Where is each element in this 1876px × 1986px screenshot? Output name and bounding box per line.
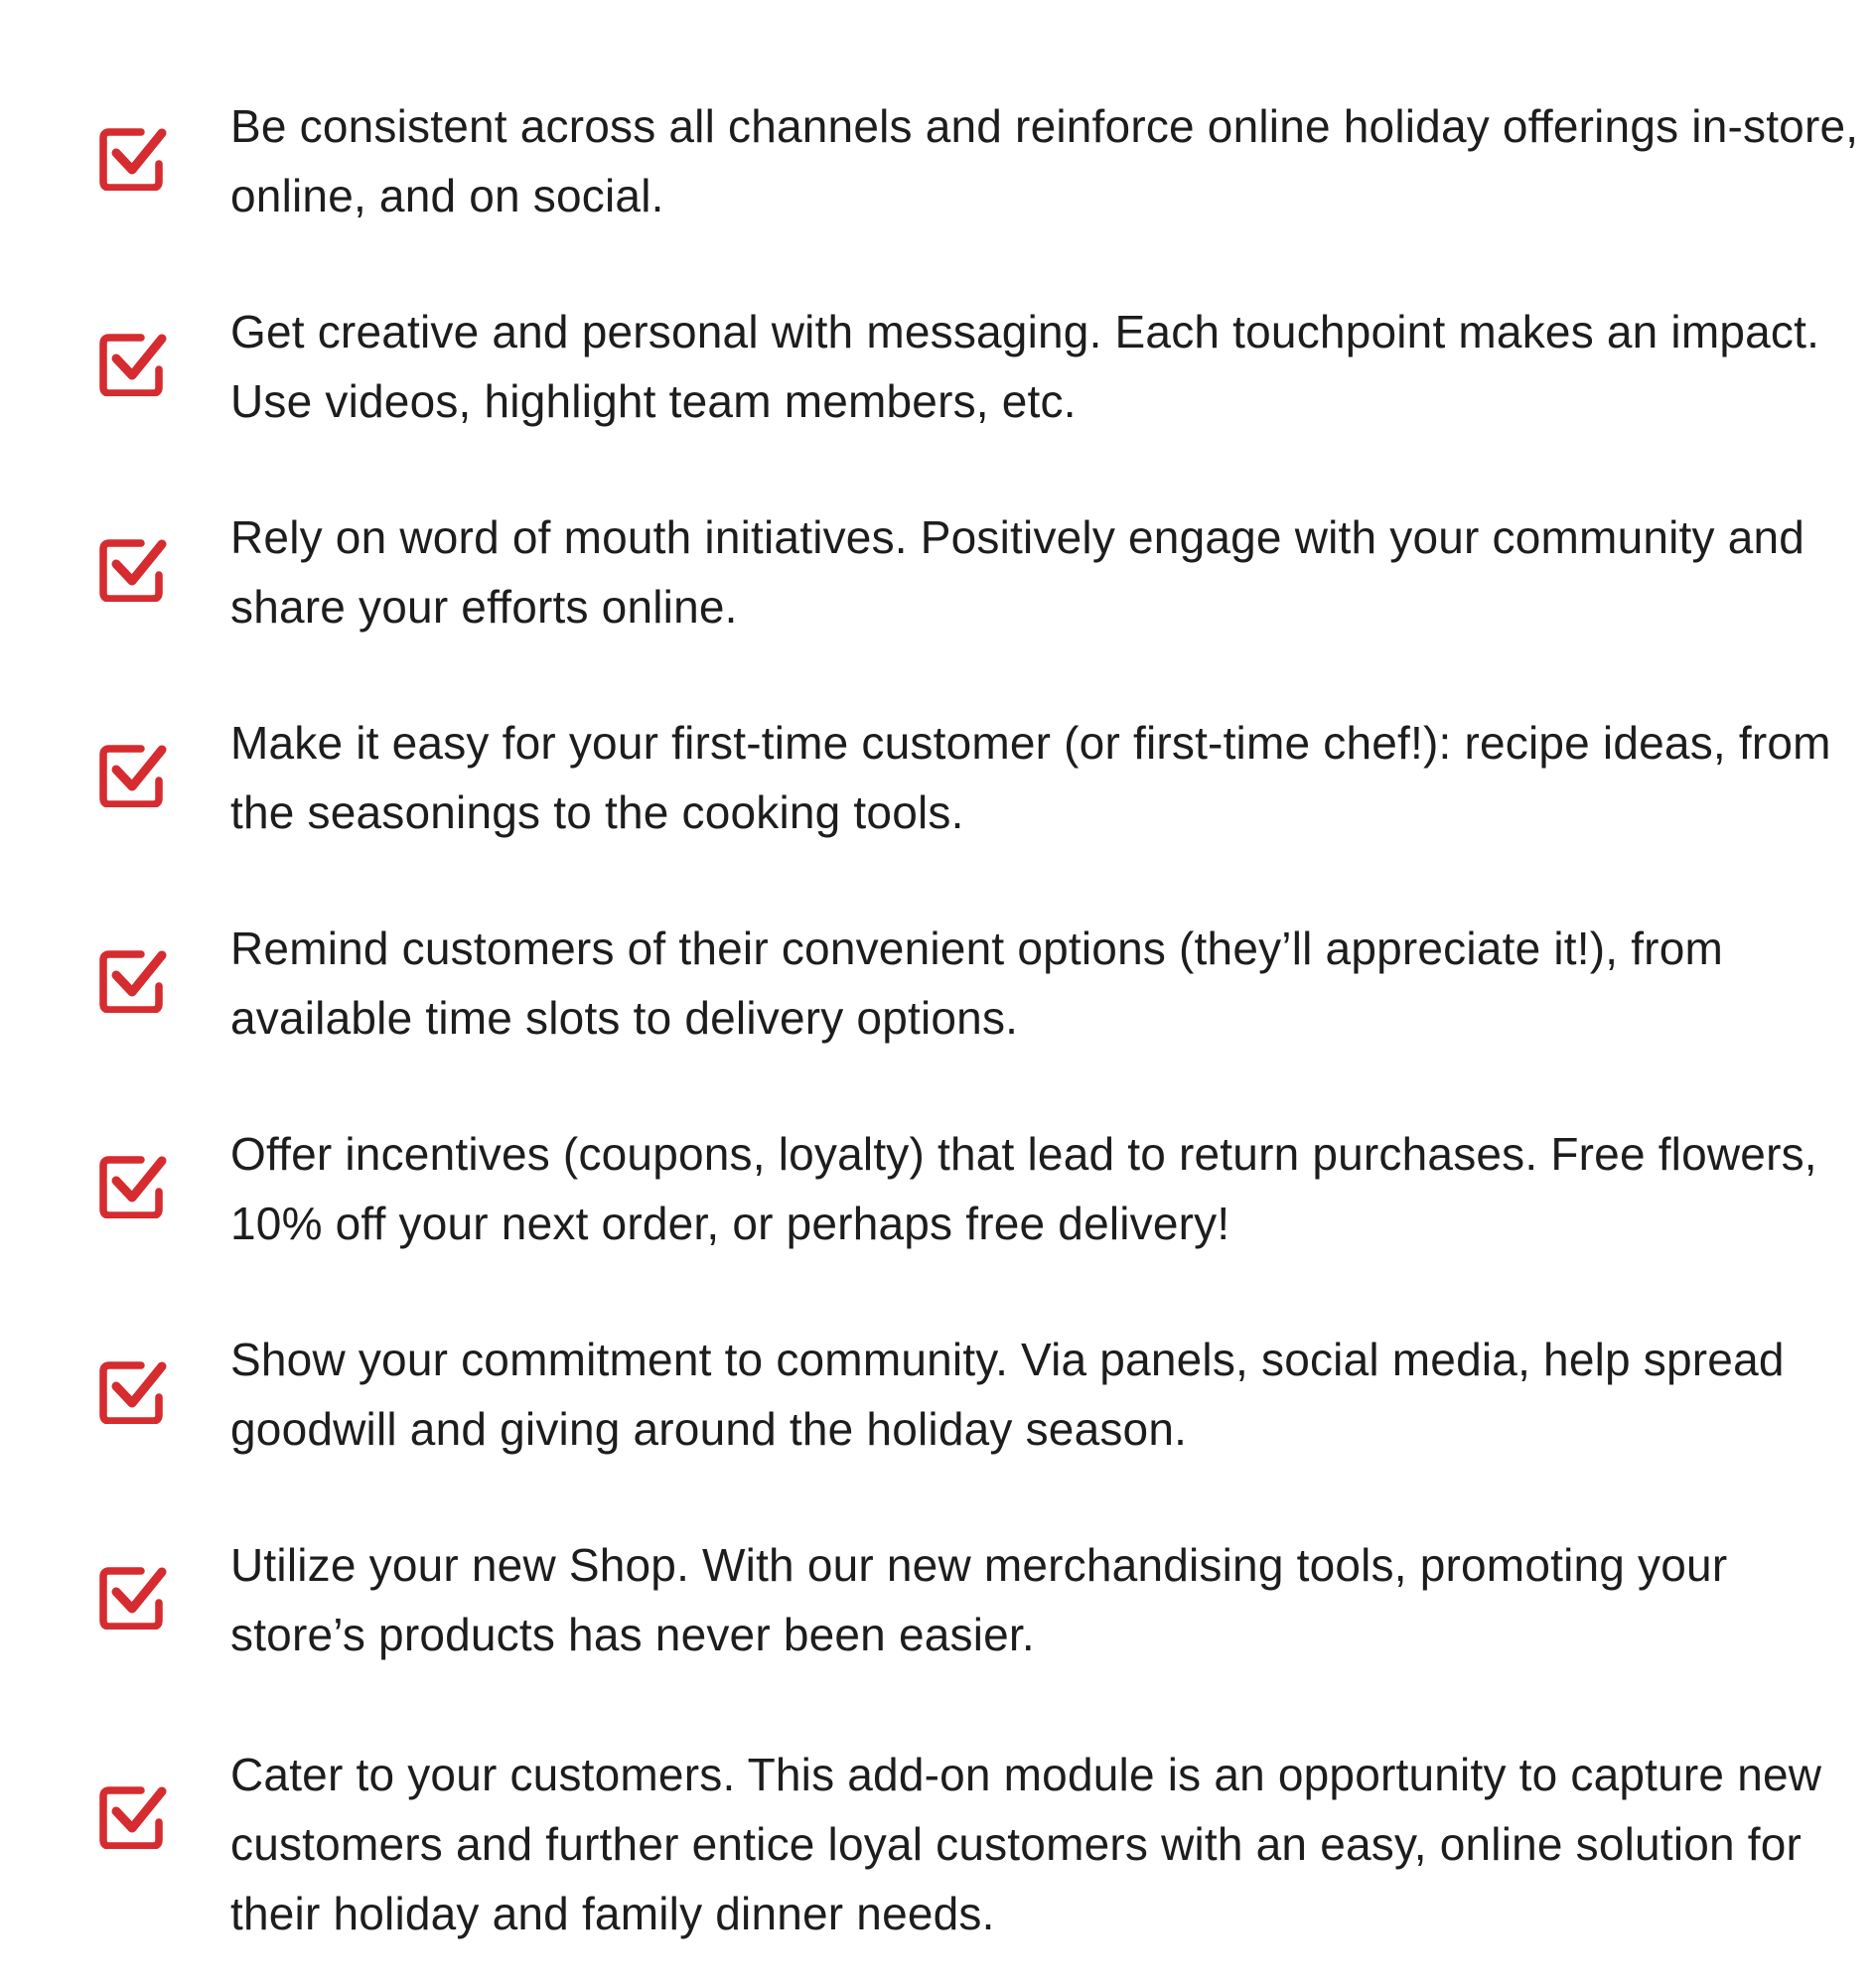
checked-box-icon	[97, 1779, 167, 1849]
checked-box-icon	[97, 121, 167, 191]
checklist-item-text: Offer incentives (coupons, loyalty) that lead to return purchases. Free flowers, 10% off your next order, or perhaps free delivery!	[230, 1128, 1817, 1249]
checklist-item-text: Get creative and personal with messaging. Each touchpoint makes an impact. Use videos, highlight team members, etc.	[230, 306, 1820, 427]
checklist-item-text: Cater to your customers. This add-on module is an opportunity to capture new customers and further entice loyal customers with an easy, online solution for their holiday and family dinner needs.	[230, 1749, 1822, 1939]
checked-box-icon	[97, 1354, 167, 1424]
checked-box-icon	[97, 943, 167, 1013]
checked-box-icon	[97, 327, 167, 396]
checklist-item-text: Show your commitment to community. Via panels, social media, help spread goodwill and giving around the holiday season.	[230, 1334, 1785, 1455]
checked-box-icon	[97, 738, 167, 807]
checklist-item-text: Be consistent across all channels and reinforce online holiday offerings in-store, online, and on social.	[230, 100, 1859, 221]
checklist-item-text: Remind customers of their convenient options (they’ll appreciate it!), from available time slots to delivery options.	[230, 922, 1723, 1044]
checked-box-icon	[97, 1560, 167, 1630]
checked-box-icon	[97, 532, 167, 602]
checked-box-icon	[97, 1149, 167, 1218]
checklist-item-text: Rely on word of mouth initiatives. Positively engage with your community and share your efforts online.	[230, 511, 1805, 633]
checklist-item-text: Make it easy for your first-time customer (or first-time chef!): recipe ideas, from the seasonings to the cooking tools.	[230, 717, 1831, 838]
checklist-item-text: Utilize your new Shop. With our new merchandising tools, promoting your store’s products has never been easier.	[230, 1539, 1728, 1660]
